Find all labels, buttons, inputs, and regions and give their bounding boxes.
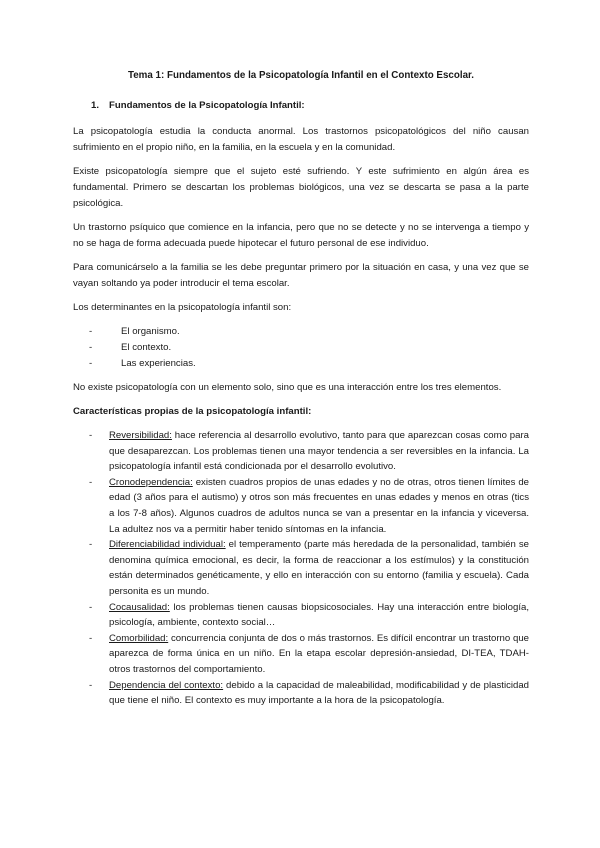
list-item xyxy=(73,428,529,475)
list-item-text xyxy=(109,631,529,678)
list-item xyxy=(73,340,529,356)
definition: existen cuadros propios de unas edades y no de otras, otros tienen límites de edad (3 años para el autismo) y otros son más frecuentes en unas edades y menos en otras (tics a los 7-8 años). Algunos cuadros de adultos nunca se van a presentar en la infancia y viceversa. La adultez nos va a permitir haber tenido síntomas en la infancia. xyxy=(109,476,529,535)
term: Cronodependencia: xyxy=(109,476,193,488)
characteristics-heading: Características propias de la psicopatología infantil: xyxy=(73,406,312,417)
list-item-text xyxy=(109,475,529,537)
paragraph: Los determinantes en la psicopatología infantil son: xyxy=(73,302,292,313)
dash-bullet: - xyxy=(89,326,93,337)
list-item-text xyxy=(109,678,529,709)
term: Reversibilidad: xyxy=(109,430,172,441)
term: Cocausalidad: xyxy=(109,601,170,613)
list-item xyxy=(73,631,529,678)
list-item-text xyxy=(109,428,529,475)
document-content xyxy=(73,68,529,709)
list-item xyxy=(73,678,529,709)
dash-bullet: - xyxy=(89,476,93,488)
definition: debido a la capacidad de maleabilidad, modificabilidad y de plasticidad que tiene el niño. El contexto es muy importante a la hora de la psicopatología. xyxy=(109,679,530,707)
section-number: 1. xyxy=(91,100,100,111)
definition: los problemas tienen causas biopsicosociales. Hay una interacción entre biología, psicología, ambiente, contexto social… xyxy=(109,601,529,629)
list-item xyxy=(73,600,529,631)
dash-bullet: - xyxy=(89,358,93,369)
term: Comorbilidad: xyxy=(109,632,169,644)
paragraph: Un trastorno psíquico que comience en la infancia, pero que no se detecte y no se intervenga a tiempo y no se haga de forma adecuada puede hipotecar el futuro personal de ese individuo. xyxy=(73,222,529,249)
dash-bullet: - xyxy=(89,342,93,353)
paragraph: Para comunicárselo a la familia se les debe preguntar primero por la situación en casa, y una vez que se vayan soltando ya poder introducir el tema escolar. xyxy=(73,262,529,289)
list-item xyxy=(73,475,529,537)
list-item-text xyxy=(109,600,529,631)
paragraph: No existe psicopatología con un elemento solo, sino que es una interacción entre los tres elementos. xyxy=(73,382,502,393)
dash-bullet: - xyxy=(89,539,93,551)
paragraph: La psicopatología estudia la conducta anormal. Los trastornos psicopatológicos del niño causan sufrimiento en el propio niño, en la familia, en la escuela y en la comunidad. xyxy=(73,126,529,153)
list-item-text: El organismo. xyxy=(121,326,180,337)
definition: hace referencia al desarrollo evolutivo, tanto para que aparezcan cosas como para que desaparezcan. Los problemas tienen una mayor tendencia a ser reversibles en la infancia. La psicopatología infantil está condicionada por el desarrollo evolutivo. xyxy=(109,430,529,473)
list-item xyxy=(73,356,529,372)
list-item-text: El contexto. xyxy=(121,342,172,353)
list-item xyxy=(73,324,529,340)
paragraph: Existe psicopatología siempre que el sujeto esté sufriendo. Y este sufrimiento en algún área es fundamental. Primero se descartan los problemas biológicos, una vez se descarta se pasa a la parte psicológica. xyxy=(73,166,529,209)
list-item-text: Las experiencias. xyxy=(121,358,196,369)
section-title: Fundamentos de la Psicopatología Infantil: xyxy=(109,100,305,111)
determinants-list xyxy=(73,324,529,372)
dash-bullet: - xyxy=(89,601,93,613)
document-title: Tema 1: Fundamentos de la Psicopatología Infantil en el Contexto Escolar. xyxy=(127,70,475,81)
section-heading xyxy=(91,98,529,114)
characteristics-list xyxy=(73,428,529,709)
dash-bullet: - xyxy=(89,679,93,691)
list-item-text xyxy=(109,537,529,599)
dash-bullet: - xyxy=(89,632,93,644)
definition: concurrencia conjunta de dos o más trastornos. Es difícil encontrar un trastorno que aparezca de forma única en un niño. En la etapa escolar depresión-ansiedad, DI-TEA, TDAH-otros trastornos del comportamiento. xyxy=(109,632,529,675)
dash-bullet: - xyxy=(89,430,93,441)
term: Diferenciabilidad individual: xyxy=(109,539,226,551)
term: Dependencia del contexto: xyxy=(109,679,224,691)
list-item xyxy=(73,537,529,599)
definition: el temperamento (parte más heredada de la personalidad, también se denomina química emocional, es decir, la forma de reaccionar a los estímulos) y la constitución están determinados genéticamente, y ello en interacción con su entorno (familia y escuela). Cada personita es un mundo. xyxy=(109,539,529,597)
